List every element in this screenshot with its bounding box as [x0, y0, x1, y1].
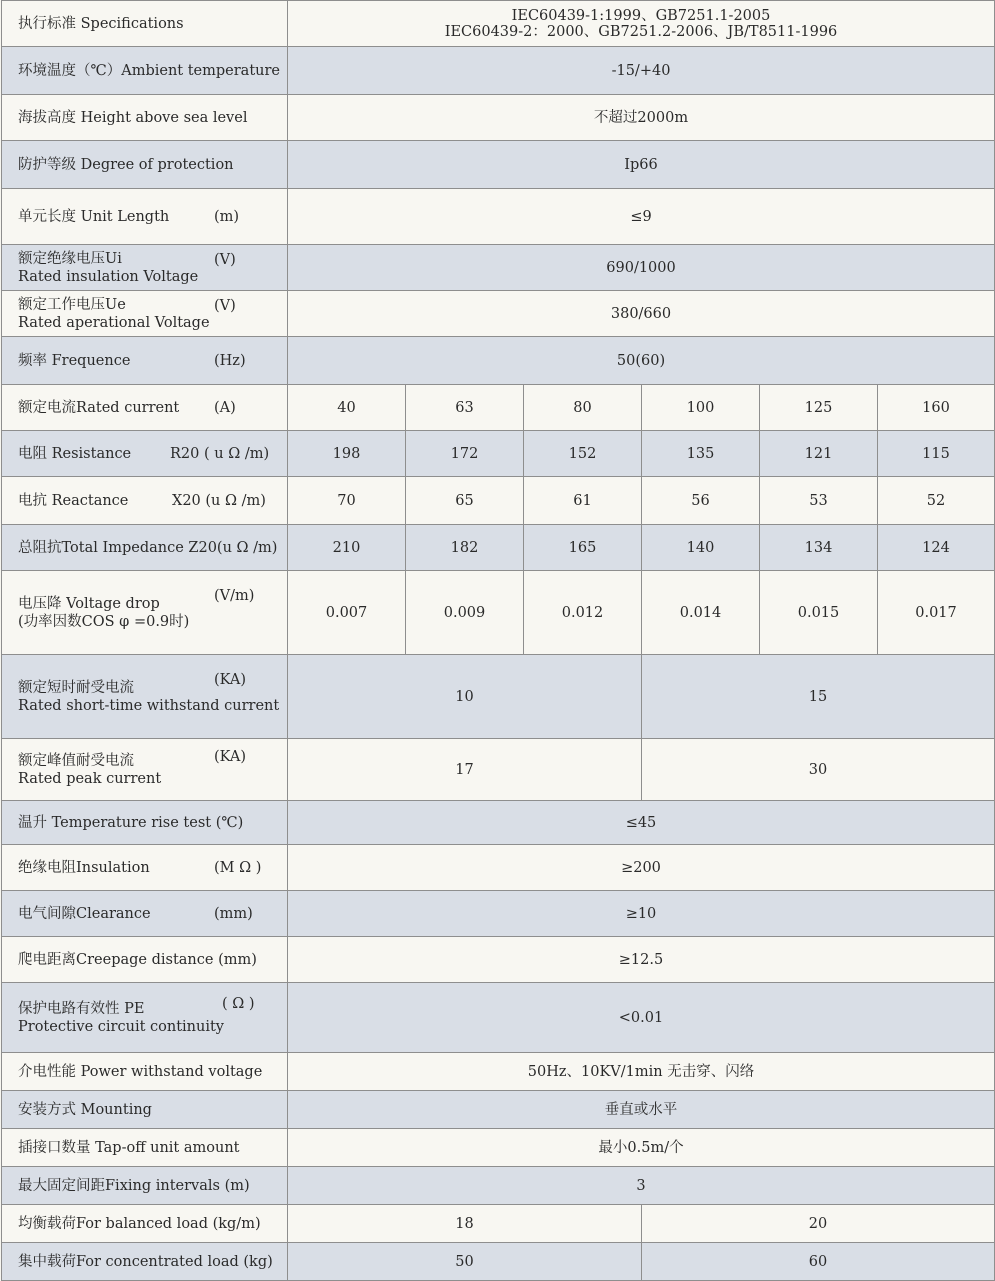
- row-voltage-drop: [2, 571, 995, 655]
- impedance-cell: 182: [406, 525, 524, 571]
- value-protection: Ip66: [288, 141, 995, 189]
- insulation-text: 绝缘电阻Insulation: [18, 859, 150, 876]
- unit-length-text: 单元长度 Unit Length: [18, 208, 170, 225]
- label-peak: [2, 739, 288, 801]
- label-standard: 执行标准 Specifications: [2, 1, 288, 47]
- balanced-cell: 18: [288, 1205, 642, 1243]
- reactance-text: 电抗 Reactance: [18, 492, 129, 509]
- label-operational-voltage: [2, 291, 288, 337]
- voltage-drop-cell: 0.012: [524, 571, 642, 655]
- peak-cell: 17: [288, 739, 642, 801]
- impedance-cell: 165: [524, 525, 642, 571]
- resistance-cell: 115: [878, 431, 995, 477]
- voltage-drop-cell: 0.015: [760, 571, 878, 655]
- voltage-drop-en: (功率因数COS φ =0.9时): [18, 613, 190, 630]
- row-altitude: [2, 95, 995, 141]
- row-rated-current: [2, 385, 995, 431]
- label-resistance: [2, 431, 288, 477]
- label-protection: 防护等级 Degree of protection: [2, 141, 288, 189]
- row-balanced: [2, 1205, 995, 1243]
- resistance-cell: 121: [760, 431, 878, 477]
- label-balanced: 均衡载荷For balanced load (kg/m): [2, 1205, 288, 1243]
- row-unit-length: [2, 189, 995, 245]
- rated-current-unit: (A): [214, 399, 236, 416]
- reactance-cell: 52: [878, 477, 995, 525]
- row-creepage: [2, 937, 995, 983]
- rated-current-cell: 40: [288, 385, 406, 431]
- row-ambient: [2, 47, 995, 95]
- clearance-text: 电气间隙Clearance: [18, 905, 151, 922]
- row-concentrated: [2, 1243, 995, 1281]
- resistance-cell: 152: [524, 431, 642, 477]
- row-fixing: [2, 1167, 995, 1205]
- operational-voltage-en: Rated aperational Voltage: [18, 314, 210, 331]
- rated-current-cell: 80: [524, 385, 642, 431]
- value-clearance: ≥10: [288, 891, 995, 937]
- unit-length-unit: (m): [214, 208, 240, 225]
- resistance-unit: R20 ( u Ω /m): [170, 445, 270, 462]
- label-tapoff: 插接口数量 Tap-off unit amount: [2, 1129, 288, 1167]
- label-ambient: 环境温度（℃）Ambient temperature: [2, 47, 288, 95]
- value-creepage: ≥12.5: [288, 937, 995, 983]
- label-insulation-voltage: [2, 245, 288, 291]
- short-time-cn: 额定短时耐受电流: [18, 679, 134, 696]
- label-creepage: 爬电距离Creepage distance (mm): [2, 937, 288, 983]
- resistance-cell: 198: [288, 431, 406, 477]
- voltage-drop-cell: 0.017: [878, 571, 995, 655]
- row-resistance: [2, 431, 995, 477]
- value-insulation-voltage: 690/1000: [288, 245, 995, 291]
- insulation-voltage-unit: (V): [214, 252, 236, 268]
- label-clearance: [2, 891, 288, 937]
- value-standard: [288, 1, 995, 47]
- peak-cn: 额定峰值耐受电流: [18, 752, 134, 769]
- insulation-voltage-en: Rated insulation Voltage: [18, 268, 199, 285]
- label-short-time: [2, 655, 288, 739]
- row-insulation-voltage: [2, 245, 995, 291]
- voltage-drop-cn: 电压降 Voltage drop: [18, 595, 160, 612]
- concentrated-cell: 50: [288, 1243, 642, 1281]
- standard-line-1: IEC60439-1:1999、GB7251.1-2005: [511, 7, 771, 24]
- label-withstand: 介电性能 Power withstand voltage: [2, 1053, 288, 1091]
- row-temp-rise: [2, 801, 995, 845]
- impedance-cell: 140: [642, 525, 760, 571]
- reactance-cell: 70: [288, 477, 406, 525]
- rated-current-cell: 63: [406, 385, 524, 431]
- label-rated-current: [2, 385, 288, 431]
- label-frequency: [2, 337, 288, 385]
- operational-voltage-unit: (V): [214, 298, 236, 314]
- rated-current-cell: 160: [878, 385, 995, 431]
- value-fixing: 3: [288, 1167, 995, 1205]
- row-short-time: [2, 655, 995, 739]
- label-fixing: 最大固定间距Fixing intervals (m): [2, 1167, 288, 1205]
- row-insulation: [2, 845, 995, 891]
- resistance-cell: 172: [406, 431, 524, 477]
- value-withstand: 50Hz、10KV/1min 无击穿、闪络: [288, 1053, 995, 1091]
- short-time-unit: (KA): [214, 671, 247, 688]
- operational-voltage-cn: 额定工作电压Ue: [18, 296, 126, 313]
- row-operational-voltage: [2, 291, 995, 337]
- row-clearance: [2, 891, 995, 937]
- peak-unit: (KA): [214, 749, 247, 766]
- label-voltage-drop: [2, 571, 288, 655]
- label-concentrated: 集中载荷For concentrated load (kg): [2, 1243, 288, 1281]
- concentrated-cell: 60: [642, 1243, 995, 1281]
- row-pe: [2, 983, 995, 1053]
- reactance-unit: X20 (u Ω /m): [172, 492, 266, 509]
- frequency-unit: (Hz): [214, 352, 246, 369]
- voltage-drop-cell: 0.014: [642, 571, 760, 655]
- row-impedance: [2, 525, 995, 571]
- peak-cell: 30: [642, 739, 995, 801]
- label-unit-length: [2, 189, 288, 245]
- value-altitude: 不超过2000m: [288, 95, 995, 141]
- reactance-cell: 53: [760, 477, 878, 525]
- impedance-cell: 124: [878, 525, 995, 571]
- label-pe: [2, 983, 288, 1053]
- short-time-en: Rated short-time withstand current: [18, 697, 280, 714]
- specifications-table: [1, 0, 995, 1281]
- impedance-cell: 210: [288, 525, 406, 571]
- rated-current-cell: 125: [760, 385, 878, 431]
- impedance-cell: 134: [760, 525, 878, 571]
- resistance-cell: 135: [642, 431, 760, 477]
- clearance-unit: (mm): [214, 905, 253, 922]
- rated-current-text: 额定电流Rated current: [18, 399, 180, 416]
- standard-line-2: IEC60439-2：2000、GB7251.2-2006、JB/T8511-1996: [444, 23, 838, 40]
- pe-cn: 保护电路有效性 PE: [18, 1000, 145, 1017]
- value-pe: <0.01: [288, 983, 995, 1053]
- frequency-text: 频率 Frequence: [18, 352, 131, 369]
- row-frequency: [2, 337, 995, 385]
- value-unit-length: ≤9: [288, 189, 995, 245]
- reactance-cell: 65: [406, 477, 524, 525]
- row-withstand: [2, 1053, 995, 1091]
- rated-current-cell: 100: [642, 385, 760, 431]
- value-operational-voltage: 380/660: [288, 291, 995, 337]
- label-impedance: 总阻抗Total Impedance Z20(u Ω /m): [2, 525, 288, 571]
- row-tapoff: [2, 1129, 995, 1167]
- label-mounting: 安装方式 Mounting: [2, 1091, 288, 1129]
- row-peak: [2, 739, 995, 801]
- value-insulation: ≥200: [288, 845, 995, 891]
- label-temp-rise: 温升 Temperature rise test (℃): [2, 801, 288, 845]
- value-mounting: 垂直或水平: [288, 1091, 995, 1129]
- label-insulation: [2, 845, 288, 891]
- voltage-drop-cell: 0.009: [406, 571, 524, 655]
- resistance-text: 电阻 Resistance: [18, 445, 132, 462]
- value-temp-rise: ≤45: [288, 801, 995, 845]
- pe-unit: ( Ω ): [222, 995, 255, 1012]
- row-standard: [2, 1, 995, 47]
- peak-en: Rated peak current: [18, 770, 162, 787]
- row-protection: [2, 141, 995, 189]
- voltage-drop-cell: 0.007: [288, 571, 406, 655]
- pe-en: Protective circuit continuity: [18, 1018, 225, 1035]
- label-reactance: [2, 477, 288, 525]
- voltage-drop-unit: (V/m): [214, 587, 255, 604]
- reactance-cell: 61: [524, 477, 642, 525]
- reactance-cell: 56: [642, 477, 760, 525]
- row-reactance: [2, 477, 995, 525]
- label-altitude: 海拔高度 Height above sea level: [2, 95, 288, 141]
- balanced-cell: 20: [642, 1205, 995, 1243]
- value-ambient: -15/+40: [288, 47, 995, 95]
- insulation-unit: (M Ω ): [214, 859, 262, 876]
- insulation-voltage-cn: 额定绝缘电压Ui: [18, 250, 122, 267]
- value-frequency: 50(60): [288, 337, 995, 385]
- row-mounting: [2, 1091, 995, 1129]
- short-time-cell: 15: [642, 655, 995, 739]
- short-time-cell: 10: [288, 655, 642, 739]
- value-tapoff: 最小0.5m/个: [288, 1129, 995, 1167]
